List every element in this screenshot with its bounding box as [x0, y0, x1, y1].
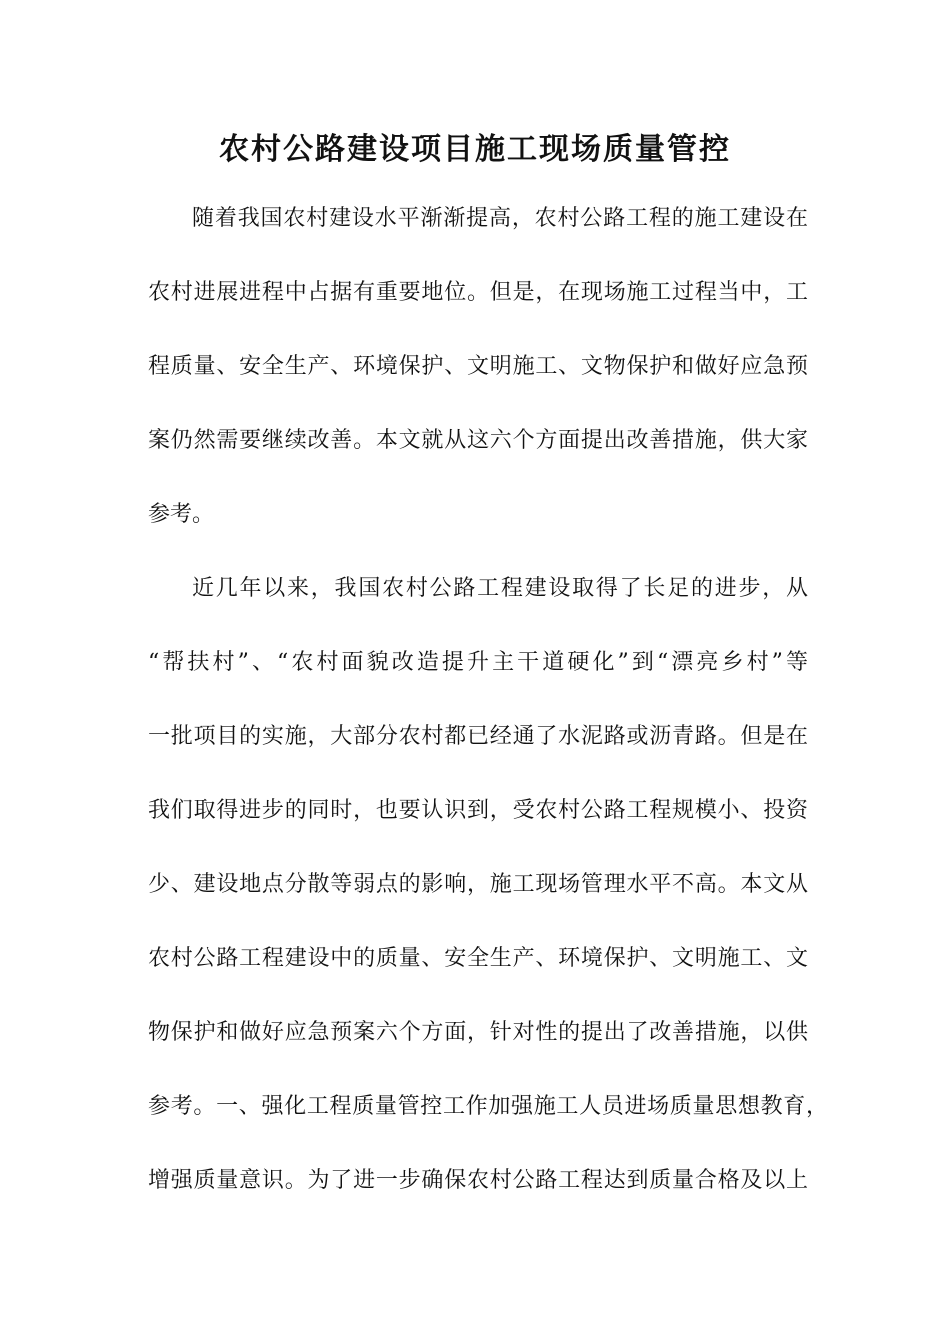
document-title: 农村公路建设项目施工现场质量管控 — [219, 132, 731, 167]
paragraph-line: 少、建设地点分散等弱点的影响，施工现场管理水平不高。本文从 — [148, 872, 808, 897]
paragraph-line: “帮扶村”、“农村面貌改造提升主干道硬化”到“漂亮乡村”等 — [148, 650, 808, 675]
paragraph-line: 程质量、安全生产、环境保护、文明施工、文物保护和做好应急预 — [148, 354, 808, 379]
paragraph-line: 参考。 — [148, 502, 215, 527]
paragraph-line: 随着我国农村建设水平渐渐提高，农村公路工程的施工建设在 — [192, 206, 808, 231]
paragraph-line: 农村公路工程建设中的质量、安全生产、环境保护、文明施工、文 — [148, 946, 808, 971]
paragraph-line: 近几年以来，我国农村公路工程建设取得了长足的进步，从 — [192, 576, 808, 601]
paragraph-line: 增强质量意识。为了进一步确保农村公路工程达到质量合格及以上 — [148, 1168, 808, 1193]
paragraph-line: 一批项目的实施，大部分农村都已经通了水泥路或沥青路。但是在 — [148, 724, 808, 749]
paragraph-line: 案仍然需要继续改善。本文就从这六个方面提出改善措施，供大家 — [148, 428, 808, 453]
paragraph-line: 参考。一、强化工程质量管控工作加强施工人员进场质量思想教育， — [148, 1094, 828, 1119]
paragraph-line: 我们取得进步的同时，也要认识到，受农村公路工程规模小、投资 — [148, 798, 808, 823]
paragraph-line: 物保护和做好应急预案六个方面，针对性的提出了改善措施，以供 — [148, 1020, 808, 1045]
paragraph-line: 农村进展进程中占据有重要地位。但是，在现场施工过程当中，工 — [148, 280, 808, 305]
